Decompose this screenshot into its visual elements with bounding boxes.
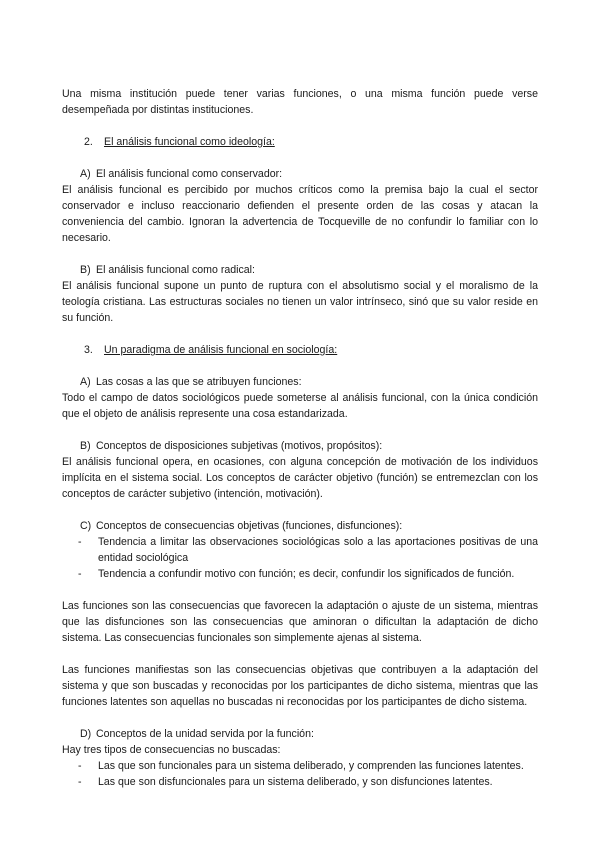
section-2a-text: El análisis funcional es percibido por muchos críticos como la premisa bajo la cual el sector conservador e incluso reaccionario defienden el presente orden de las cosas y atacan la conveniencia del cambio. Ignoran la advertencia de Tocqueville de no confundir lo familiar con lo necesario. <box>62 184 538 244</box>
list-item <box>62 758 538 774</box>
list-item <box>62 534 538 566</box>
list-item-text: Tendencia a limitar las observaciones sociológicas solo a las aportaciones positivas de una entidad sociológica <box>98 536 538 564</box>
section-3c-letter: C) <box>80 520 92 532</box>
list-item <box>62 566 538 582</box>
list-item <box>62 774 538 790</box>
section-3c-title: Conceptos de consecuencias objetivas (funciones, disfunciones): <box>96 520 403 532</box>
section-3a-heading <box>62 374 538 390</box>
section-2b-letter: B) <box>80 264 91 276</box>
section-3-title: Un paradigma de análisis funcional en sociología: <box>104 344 338 356</box>
section-3d-text: Hay tres tipos de consecuencias no buscadas: <box>62 744 281 756</box>
section-2a-title: El análisis funcional como conservador: <box>96 168 283 180</box>
section-3b-heading <box>62 438 538 454</box>
section-3b-letter: B) <box>80 440 91 452</box>
section-2-heading <box>62 134 538 150</box>
list-item-text: Las que son funcionales para un sistema deliberado, y comprenden las funciones latentes. <box>98 760 524 772</box>
section-3b-title: Conceptos de disposiciones subjetivas (motivos, propósitos): <box>96 440 383 452</box>
section-3c-heading <box>62 518 538 534</box>
manifest-functions-paragraph: Las funciones manifiestas son las consecuencias objetivas que contribuyen a la adaptación del sistema y que son buscadas y reconocidas por los participantes de dicho sistema, mientras que las funciones latentes son aquellas no buscadas ni reconocidas por los participantes de dicho sistema. <box>62 664 538 708</box>
functions-paragraph: Las funciones son las consecuencias que favorecen la adaptación o ajuste de un sistema, mientras que las disfunciones son las consecuencias que aminoran o dificultan la adaptación de dicho sistema. Las consecuencias funcionales son simplemente ajenas al sistema. <box>62 600 538 644</box>
section-2a-heading <box>62 166 538 182</box>
section-2a-letter: A) <box>80 168 91 180</box>
dash-bullet-icon: - <box>78 568 82 580</box>
section-3-number: 3. <box>84 344 93 356</box>
dash-bullet-icon: - <box>78 760 82 772</box>
section-3d-heading <box>62 726 538 742</box>
section-3a-title: Las cosas a las que se atribuyen funciones: <box>96 376 302 388</box>
list-item-text: Las que son disfuncionales para un sistema deliberado, y son disfunciones latentes. <box>98 776 493 788</box>
section-2-title: El análisis funcional como ideología: <box>104 136 275 148</box>
document-page <box>62 86 538 790</box>
section-3d-title: Conceptos de la unidad servida por la función: <box>96 728 314 740</box>
dash-bullet-icon: - <box>78 536 82 548</box>
section-3d-letter: D) <box>80 728 92 740</box>
list-item-text: Tendencia a confundir motivo con función; es decir, confundir los significados de función. <box>98 568 515 580</box>
section-2b-text: El análisis funcional supone un punto de ruptura con el absolutismo social y el moralismo de la teología cristiana. Las estructuras sociales no tienen un valor intrínseco, sinó que su valor reside en su función. <box>62 280 538 324</box>
section-2b-title: El análisis funcional como radical: <box>96 264 255 276</box>
section-2-number: 2. <box>84 136 93 148</box>
intro-paragraph: Una misma institución puede tener varias funciones, o una misma función puede verse desempeñada por distintas instituciones. <box>62 88 538 116</box>
section-3a-text: Todo el campo de datos sociológicos puede someterse al análisis funcional, con la única condición que el objeto de análisis represente una cosa estandarizada. <box>62 392 538 420</box>
section-3a-letter: A) <box>80 376 91 388</box>
dash-bullet-icon: - <box>78 776 82 788</box>
section-3-heading <box>62 342 538 358</box>
section-3b-text: El análisis funcional opera, en ocasiones, con alguna concepción de motivación de los individuos implícita en el sistema social. Los conceptos de carácter objetivo (función) se entremezclan con los conceptos de carácter subjetivo (intención, motivación). <box>62 456 538 500</box>
section-2b-heading <box>62 262 538 278</box>
